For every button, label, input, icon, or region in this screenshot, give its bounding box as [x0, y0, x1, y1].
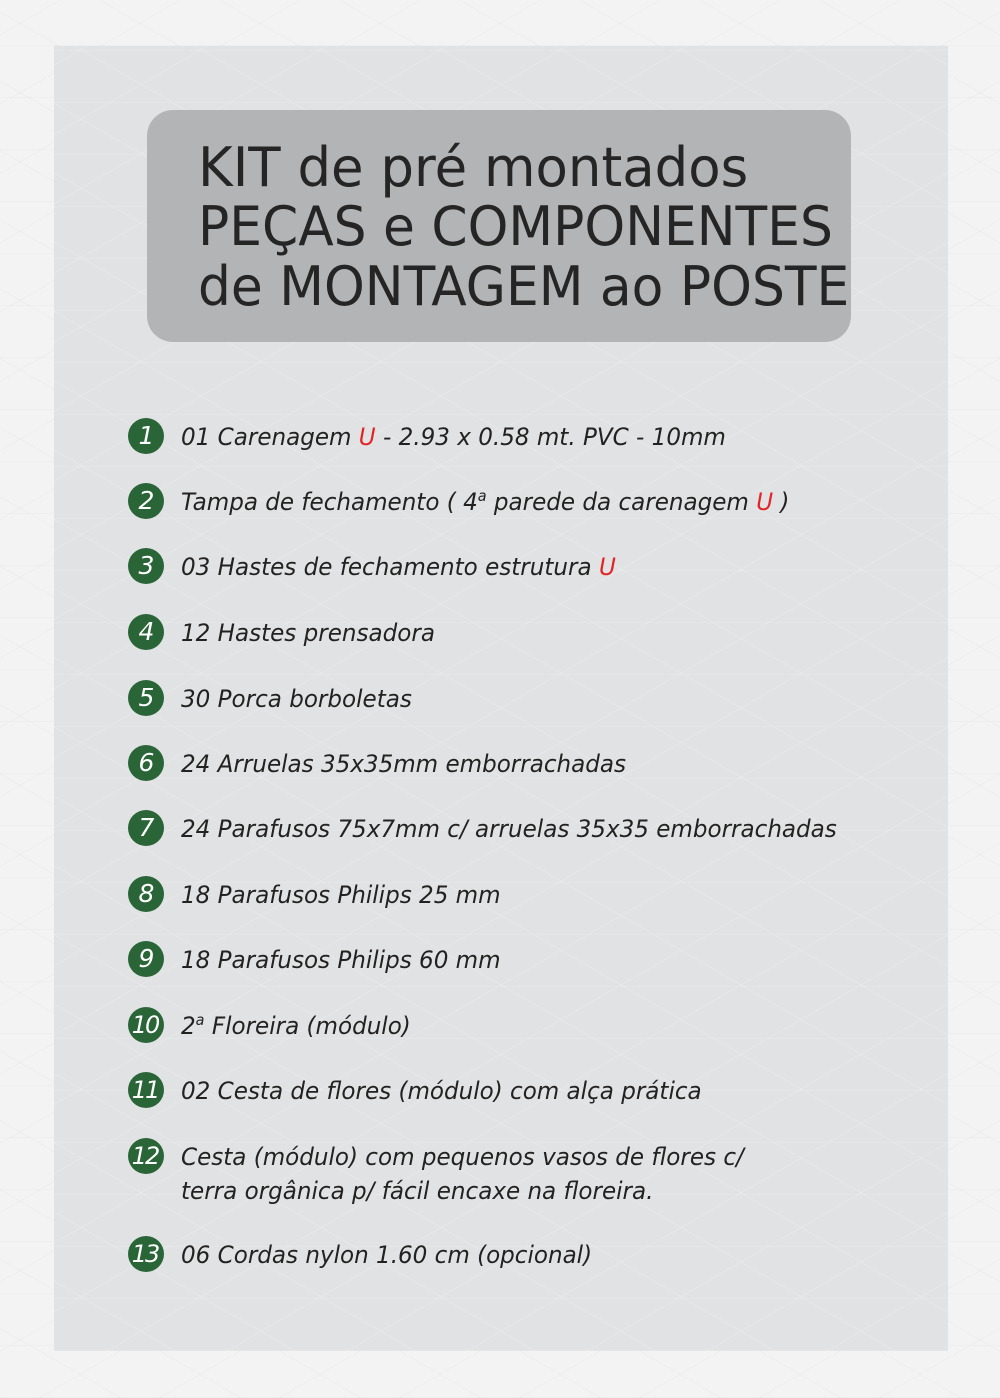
- item-text: 02 Cesta de flores (módulo) com alça prática: [181, 1077, 702, 1105]
- item-text-part: parede da carenagem: [486, 488, 757, 516]
- number-badge: 5: [128, 680, 164, 716]
- item-text: 18 Parafusos Philips 60 mm: [181, 946, 501, 974]
- item-text: [181, 550, 616, 584]
- item-text: 18 Parafusos Philips 25 mm: [181, 881, 501, 909]
- item-text: 24 Parafusos 75x7mm c/ arruelas 35x35 emborrachadas: [181, 815, 837, 843]
- item-text: [181, 420, 726, 454]
- item-text: 12 Hastes prensadora: [181, 619, 435, 647]
- item-text-line-1: Cesta (módulo) com pequenos vasos de flores c/: [181, 1143, 744, 1171]
- number-badge: 8: [128, 876, 164, 912]
- u-marker: U: [358, 423, 376, 451]
- item-text-line-2: terra orgânica p/ fácil encaxe na floreira.: [181, 1177, 654, 1205]
- ordinal-superscript: a: [477, 487, 487, 505]
- item-text: [181, 485, 789, 519]
- item-text: 30 Porca borboletas: [181, 685, 412, 713]
- title-line-3: de MONTAGEM ao POSTE: [198, 255, 850, 318]
- item-text-part: 2: [181, 1012, 196, 1040]
- item-text-part: 01 Carenagem: [181, 423, 359, 451]
- u-marker: U: [598, 553, 616, 581]
- number-badge: 1: [128, 418, 164, 454]
- item-text-part: Floreira (módulo): [204, 1012, 411, 1040]
- item-text: [181, 1140, 744, 1208]
- item-text-part: ): [773, 488, 790, 516]
- title-line-1: KIT de pré montados: [198, 136, 749, 199]
- item-text: [181, 1009, 411, 1043]
- number-badge: 11: [128, 1072, 164, 1108]
- item-text-part: - 2.93 x 0.58 mt. PVC - 10mm: [375, 423, 726, 451]
- ordinal-superscript: a: [195, 1011, 205, 1029]
- number-badge: 2: [128, 483, 164, 519]
- number-badge: 9: [128, 941, 164, 977]
- number-badge: 10: [128, 1007, 164, 1043]
- item-text: 06 Cordas nylon 1.60 cm (opcional): [181, 1241, 593, 1269]
- u-marker: U: [756, 488, 774, 516]
- item-text-part: Tampa de fechamento ( 4: [181, 488, 478, 516]
- item-text: 24 Arruelas 35x35mm emborrachadas: [181, 750, 627, 778]
- number-badge: 7: [128, 810, 164, 846]
- title-line-2: PEÇAS e COMPONENTES: [198, 195, 833, 258]
- number-badge: 13: [128, 1236, 164, 1272]
- number-badge: 3: [128, 548, 164, 584]
- number-badge: 6: [128, 745, 164, 781]
- item-text-part: 03 Hastes de fechamento estrutura: [181, 553, 599, 581]
- number-badge: 4: [128, 614, 164, 650]
- number-badge: 12: [128, 1138, 164, 1174]
